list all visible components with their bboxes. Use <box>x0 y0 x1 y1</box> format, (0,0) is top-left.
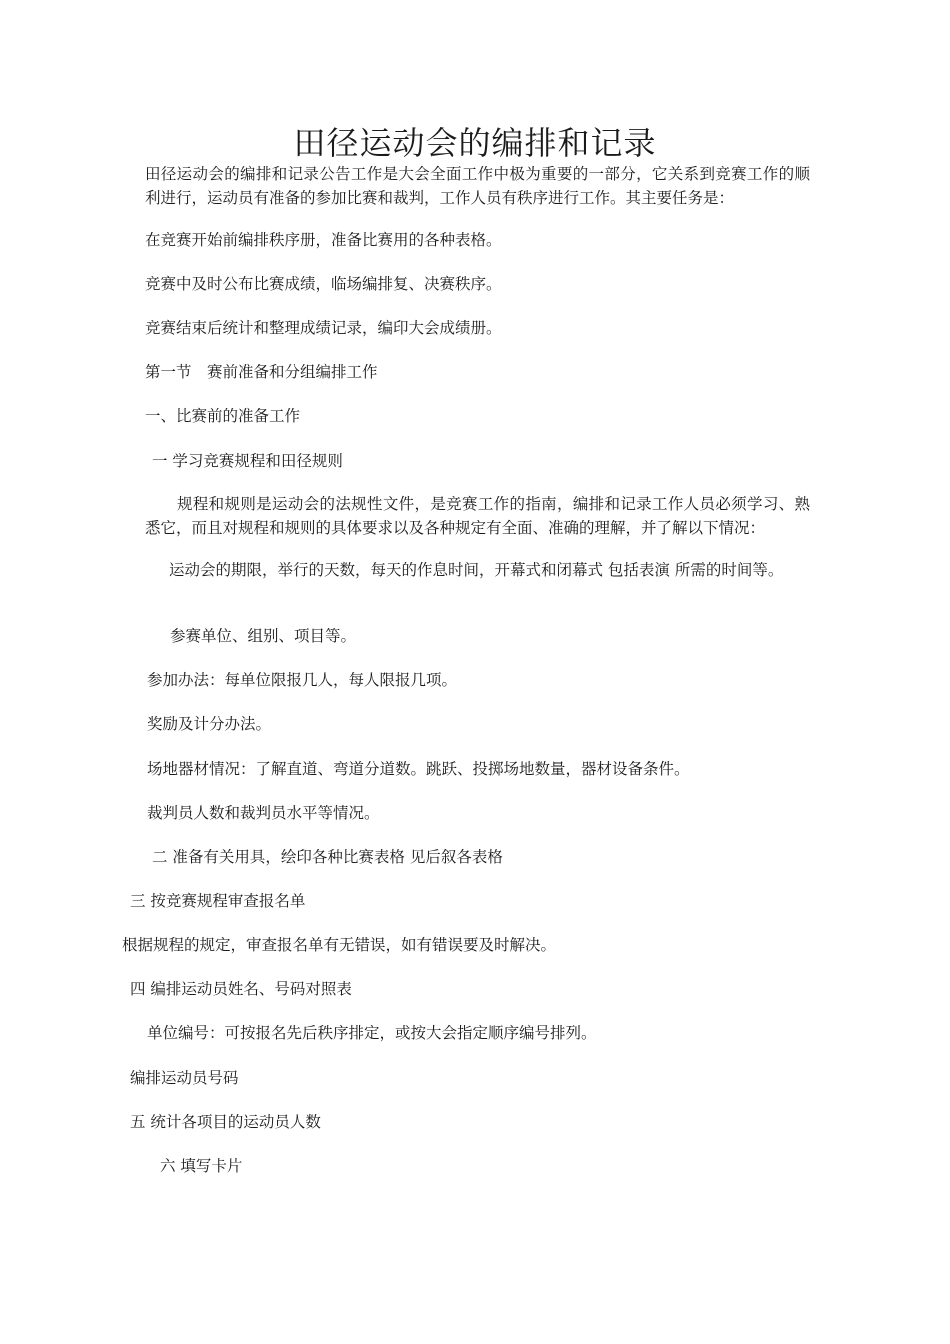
body-paragraph: 规程和规则是运动会的法规性文件，是竞赛工作的指南，编排和记录工作人员必须学习、熟悉它，而且对规程和规则的具体要求以及各种规定有全面、准确的理解，并了解以下情况： <box>145 495 810 537</box>
list-item: 参加办法：每单位限报几人，每人限报几项。 <box>147 671 458 689</box>
task-item: 在竞赛开始前编排秩序册，准备比赛用的各种表格。 <box>145 231 502 249</box>
list-item: 参赛单位、组别、项目等。 <box>170 627 357 645</box>
list-item: 裁判员人数和裁判员水平等情况。 <box>147 804 380 822</box>
intro-paragraph: 田径运动会的编排和记录公告工作是大会全面工作中极为重要的一部分，它关系到竞赛工作的顺利进行，运动员有准备的参加比赛和裁判，工作人员有秩序进行工作。其主要任务是： <box>145 165 810 207</box>
item-heading: 四 编排运动员姓名、号码对照表 <box>130 980 352 998</box>
item-heading: 一 学习竞赛规程和田径规则 <box>152 452 343 470</box>
document-title: 田径运动会的编排和记录 <box>293 124 657 163</box>
item-heading: 三 按竞赛规程审查报名单 <box>130 892 306 910</box>
task-item: 竞赛中及时公布比赛成绩，临场编排复、决赛秩序。 <box>145 275 502 293</box>
body-line: 根据规程的规定，审查报名单有无错误，如有错误要及时解决。 <box>122 936 557 954</box>
task-item: 竞赛结束后统计和整理成绩记录，编印大会成绩册。 <box>145 319 502 337</box>
list-item: 奖励及计分办法。 <box>147 715 272 733</box>
item-heading: 二 准备有关用具，绘印各种比赛表格 见后叙各表格 <box>152 848 503 866</box>
body-line: 编排运动员号码 <box>130 1069 239 1087</box>
sub-heading: 一、比赛前的准备工作 <box>145 407 301 425</box>
item-heading: 六 填写卡片 <box>160 1157 243 1175</box>
list-item: 场地器材情况：了解直道、弯道分道数。跳跃、投掷场地数量，器材设备条件。 <box>147 760 690 778</box>
item-heading: 五 统计各项目的运动员人数 <box>130 1113 321 1131</box>
body-line: 单位编号：可按报名先后秩序排定，或按大会指定顺序编号排列。 <box>147 1024 597 1042</box>
body-paragraph: 运动会的期限，举行的天数，每天的作息时间，开幕式和闭幕式 包括表演 所需的时间等。 <box>169 561 784 579</box>
section-heading: 第一节 赛前准备和分组编排工作 <box>145 363 378 381</box>
